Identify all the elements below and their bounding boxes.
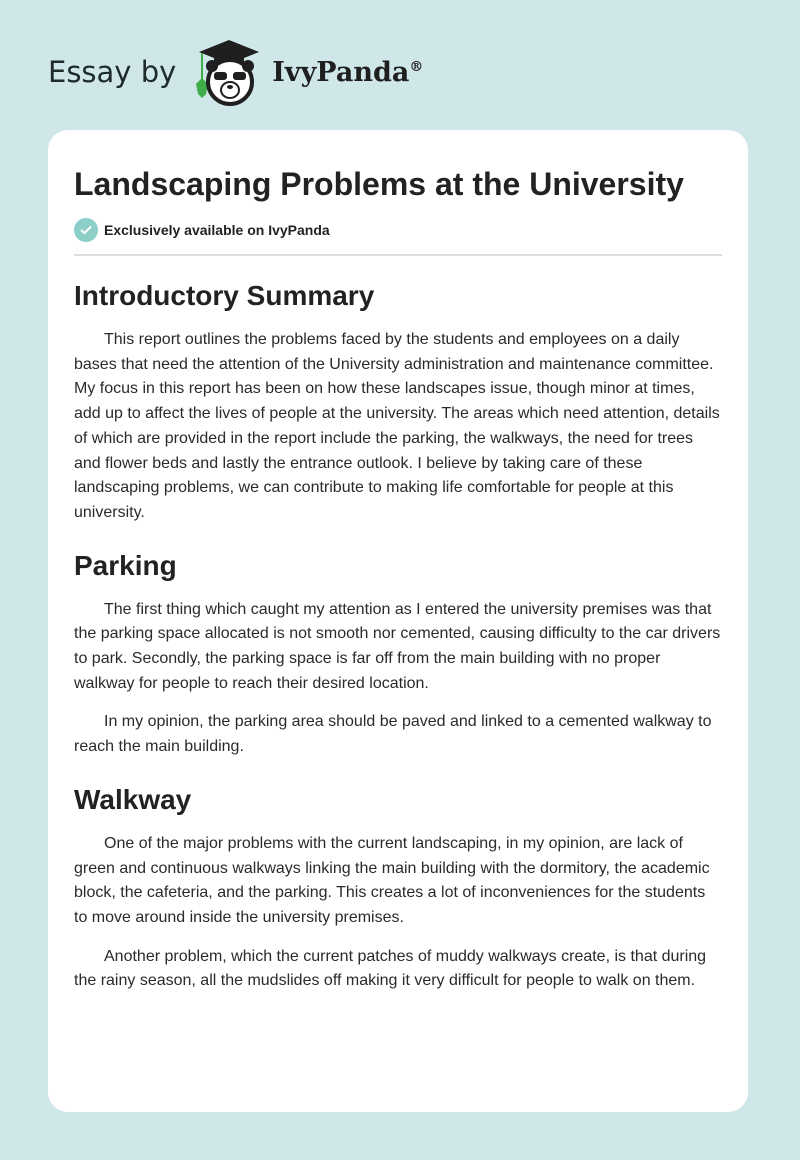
- paragraph: The first thing which caught my attention as I entered the university premises was that the parking space allocated is not smooth nor cemented, causing difficulty to the car drivers to park. Secondly, the parking space is far off from the main building with no proper walkway for people to reach their desired location.: [74, 600, 721, 692]
- exclusive-badge: [74, 218, 722, 242]
- check-icon: [74, 218, 98, 242]
- section-walkway: [74, 782, 722, 994]
- panda-logo-icon[interactable]: [194, 36, 264, 108]
- paragraph: In my opinion, the parking area should be paved and linked to a cemented walkway to reach the main building.: [74, 713, 712, 756]
- paragraph: This report outlines the problems faced by the students and employees on a daily bases that need the attention of the University administration and maintenance committee. My focus in this report has been on how these landscapes issue, though minor at times, add up to affect the lives of people at the university. The areas which need attention, details of which are provided in the report include the parking, the walkways, the need for trees and flower beds and lastly the entrance outlook. I believe by taking care of these landscaping problems, we can contribute to making life comfortable for people at this university.: [74, 331, 720, 521]
- divider: [74, 254, 722, 256]
- section-heading: Parking: [74, 549, 177, 581]
- brand-text: IvyPanda: [272, 56, 410, 88]
- paragraph: Another problem, which the current patches of muddy walkways create, is that during the rainy season, all the mudslides off making it very difficult for people to walk on them.: [74, 947, 707, 990]
- page-title: Landscaping Problems at the University: [74, 166, 684, 202]
- section-parking: [74, 548, 722, 760]
- site-header: [48, 34, 423, 110]
- paragraph: One of the major problems with the current landscaping, in my opinion, are lack of green and continuous walkways linking the main building with the dormitory, the academic block, the cafeteria, and the parking. This creates a lot of inconveniences for the students to move around inside the university premises.: [74, 834, 710, 926]
- section-heading: Walkway: [74, 783, 192, 815]
- essay-card: [48, 130, 748, 1112]
- essay-by-label: Essay by: [48, 55, 177, 89]
- section-introductory-summary: [74, 278, 722, 526]
- brand-name[interactable]: [272, 57, 423, 88]
- section-heading: Introductory Summary: [74, 280, 375, 311]
- registered-mark: ®: [409, 58, 424, 75]
- badge-text: Exclusively available on IvyPanda: [104, 222, 330, 238]
